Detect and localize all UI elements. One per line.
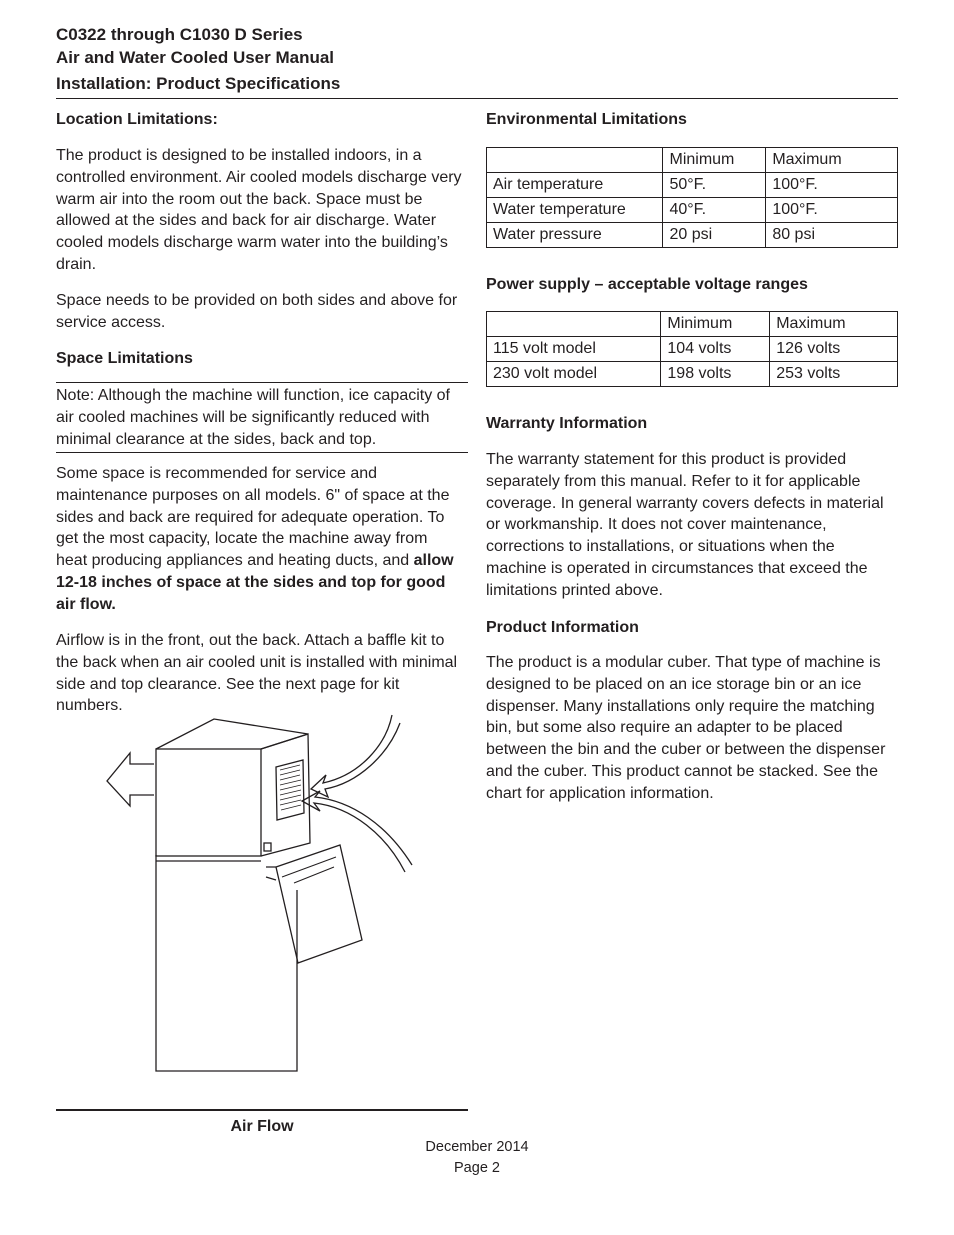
table-cell: 104 volts: [661, 337, 770, 362]
table-cell: 80 psi: [766, 223, 898, 248]
warranty-heading: Warranty Information: [486, 415, 648, 432]
table-header-row: [487, 148, 898, 173]
table-cell: 230 volt model: [487, 362, 661, 387]
note-top-rule: [56, 382, 468, 383]
table-row: [487, 198, 898, 223]
table-row: [487, 223, 898, 248]
note-bottom-rule: [56, 452, 468, 453]
table-cell: 100°F.: [766, 198, 898, 223]
intake-arrow-bottom: [302, 791, 412, 872]
figure-rule: [56, 1109, 468, 1111]
table-row: [487, 337, 898, 362]
space-note: Note: Although the machine will function, ice capacity of air cooled machines will be significantly reduced with minimal clearance at the sides, back and top.: [56, 387, 450, 448]
footer-date: December 2014: [425, 1139, 529, 1155]
table-cell: 100°F.: [766, 173, 898, 198]
table-cell: 253 volts: [770, 362, 898, 387]
location-heading: Location Limitations:: [56, 111, 218, 128]
environmental-heading: Environmental Limitations: [486, 111, 687, 128]
exhaust-arrow: [107, 753, 154, 806]
location-paragraph-1: The product is designed to be installed indoors, in a controlled environment. Air cooled models discharge very warm air into the room out the back. Space must be allowed at the sides and back for air discharge. Water cooled models discharge warm water into the building’s drain.: [56, 147, 462, 273]
table-cell: 198 volts: [661, 362, 770, 387]
warranty-paragraph: The warranty statement for this product is provided separately from this manual. Refer to it for applicable coverage. In general warranty covers defects in material or workmanship. It does not cover maintenance, corrections to installations, or situations when the machine is operated in circumstances that exceed the limitations printed above.: [486, 451, 884, 599]
table-cell: 40°F.: [663, 198, 766, 223]
table-cell: [487, 312, 661, 337]
table-cell: 50°F.: [663, 173, 766, 198]
airflow-paragraph: Airflow is in the front, out the back. Attach a baffle kit to the back when an air cooled unit is installed with minimal side and top clearance. See the next page for kit numbers.: [56, 632, 458, 715]
location-paragraph-2: Space needs to be provided on both sides and above for service access.: [56, 292, 458, 331]
table-row: [487, 173, 898, 198]
space-paragraph-emphasis: allow 12-18 inches of space at the sides and top for good air flow.: [56, 552, 454, 613]
figure-caption: Air Flow: [230, 1118, 294, 1135]
product-paragraph: The product is a modular cuber. That type of machine is designed to be placed on an ice storage bin or an ice dispenser. Many installations only require the matching bin, but some also require an adapter to be placed between the bin and the cuber or between the dispenser and the cuber. This product cannot be stacked. See the chart for application information.: [486, 654, 886, 802]
space-heading: Space Limitations: [56, 350, 193, 367]
space-paragraph-text: Some space is recommended for service and maintenance purposes on all models. 6" of space at the sides and back are required for adequate operation. To get the most capacity, locate the machine away from heat producing appliances and heating ducts, and: [56, 465, 450, 570]
space-paragraph: [56, 463, 456, 616]
product-heading: Product Information: [486, 619, 639, 636]
ice-bin: [156, 855, 297, 1071]
air-flow-illustration: [90, 705, 420, 1085]
power-heading: Power supply – acceptable voltage ranges: [486, 276, 808, 293]
table-cell: Maximum: [766, 148, 898, 173]
header-title-line2: Air and Water Cooled User Manual: [56, 48, 335, 67]
table-cell: Maximum: [770, 312, 898, 337]
table-cell: 126 volts: [770, 337, 898, 362]
bin-door: [276, 845, 362, 963]
ice-machine-front: [156, 749, 261, 856]
power-table: [486, 311, 898, 387]
header-title-line3: Installation: Product Specifications: [56, 74, 341, 93]
table-cell: Air temperature: [487, 173, 663, 198]
table-row: [487, 362, 898, 387]
table-cell: [487, 148, 663, 173]
table-header-row: [487, 312, 898, 337]
header-title-line1: C0322 through C1030 D Series: [56, 25, 303, 44]
table-cell: Minimum: [661, 312, 770, 337]
intake-arrow-top: [311, 715, 400, 797]
table-cell: 20 psi: [663, 223, 766, 248]
table-cell: 115 volt model: [487, 337, 661, 362]
environmental-table: [486, 147, 898, 248]
table-cell: Water temperature: [487, 198, 663, 223]
footer-page-number: Page 2: [454, 1160, 500, 1176]
table-cell: Water pressure: [487, 223, 663, 248]
header-divider: [56, 98, 898, 99]
table-cell: Minimum: [663, 148, 766, 173]
